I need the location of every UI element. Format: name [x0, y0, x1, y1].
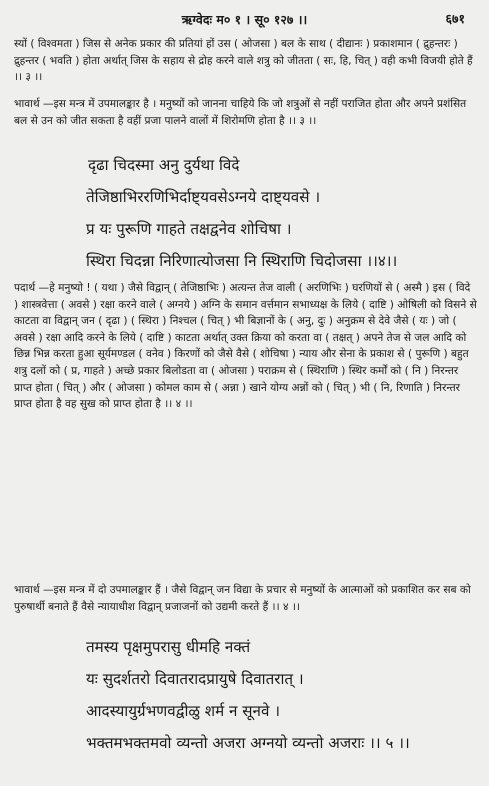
running-title: ऋग्वेदः म० १ । सू० १२७ ।।: [181, 11, 308, 27]
page-header: [0, 8, 489, 30]
bhavartha-2: भावार्थ —इस मन्त्र में दो उपमालङ्कार हैं । जैसे विद्वान् जन विद्या के प्रचार से मनुष्यों के आत्माओं को प्रकाशित कर सब को पुरुषार्थी बनाते हैं वैसे न्यायाधीश विद्वान् प्रजाजनों को उद्यमी करते हैं ।। ४ ।।: [14, 584, 471, 613]
mantra-5-line-4: भक्तमभक्तमवो व्यन्तो अजरा अग्नयो व्यन्तो अजराः ।। ५ ।।: [86, 734, 410, 752]
mantra-4-line-4: स्थिरा चिदन्ना निरिणात्योजसा नि स्थिराणि चिदोजसा ।।४।।: [86, 252, 398, 270]
mantra-5-line-2: यः सुदर्शतरो दिवातरादप्रायुषे दिवातरात् ।: [86, 670, 304, 688]
mantra-4-line-2: तेजिष्ठाभिररणिभिर्दाष्ट्यवसेऽग्नये दाष्ट्यवसे ।: [86, 188, 321, 206]
padartha: पदार्थ —हे मनुष्यो ! ( यथा ) जैसे विद्वान् ( तेजिष्ठाभिः ) अत्यन्त तेज वाली ( अरणिभिः ) घरणियों से ( अस्मै ) इस ( विदे ) शास्त्रवेत्ता ( अवसे ) रक्षा करने वाले ( अग्नये ) अग्नि के समान वर्त्तमान सभाध्यक्ष के लिये ( दाष्टि ) ओषिली को विसने से काटता वा विद्वान् जन ( दृढा ) ( स्थिरा ) निश्चल ( चित् ) भी बिज्ञानों के ( अनु, दुः ) अनुक्रम से देवे जैसे ( यः ) जो ( अवसे ) रक्षा आदि करने के लिये ( दाष्टि ) काटता अर्थात् उक्त क्रिया को करता वा ( तक्षत् ) अपने तेज से जल आदि को छिन्न भिन्न करता हुआ सूर्यमण्डल ( वनेव ) किरणों को जैसे वैसे ( शोचिषा ) न्याय और सेना के प्रकाश से ( पुरूणि ) बहुत शत्रु दलों को ( प्र, गाहते ) अच्छे प्रकार बिलोडता वा ( ओजसा ) पराक्रम से ( स्थिराणि ) स्थिर कर्मों को ( नि ) निरन्तर प्राप्त होता ( चित् ) और ( ओजसा ) कोमल काम से ( अन्ना ) खाने योग्य अन्नों को ( चित् ) भी ( नि, रिणाति ) निरन्तर प्राप्त होता है वह सुख को प्राप्त होता है ।। ४ ।।: [14, 282, 477, 411]
mantra-5-line-3: आदस्यायुर्ग्रभणवद्वीळु शर्म न सूनवे ।: [86, 702, 280, 720]
page-number: ६७१: [445, 11, 465, 26]
bhavartha-1: भावार्थ —इस मन्त्र में उपमालङ्कार है । मनुष्यों को जानना चाहिये कि जो शत्रुओं से नहीं पराजित होता और अपने प्रशंसित बल से उन को जीत सकता है वहीं प्रजा पालने वालों में शिरोमणि होता है ।। ३ ।।: [14, 98, 467, 127]
mantra-4-line-3: प्र यः पुरूणि गाहते तक्षद्वनेव शोचिषा ।: [86, 220, 292, 238]
mantra-4-line-1: दृढा चिदस्मा अनु दुर्यथा विदे: [88, 156, 240, 174]
mantra-5-line-1: तमस्य पृक्षमुपरासु धीमहि नक्तं: [86, 638, 251, 656]
commentary-top: स्यों ( विश्वमता ) जिस से अनेक प्रकार की प्रतियां हों उस ( ओजसा ) बल के साथ ( दीद्यानः ) प्रकाशमान ( द्रुहन्तरः ) द्रुहन्तर ( भवति ) होता अर्थात् जिस के सहाय से द्रोह करने वाले शत्रु को जीतता ( सः, हि, चित् ) वही कभी विजयी होते हैं ।। ३ ।।: [14, 38, 473, 84]
